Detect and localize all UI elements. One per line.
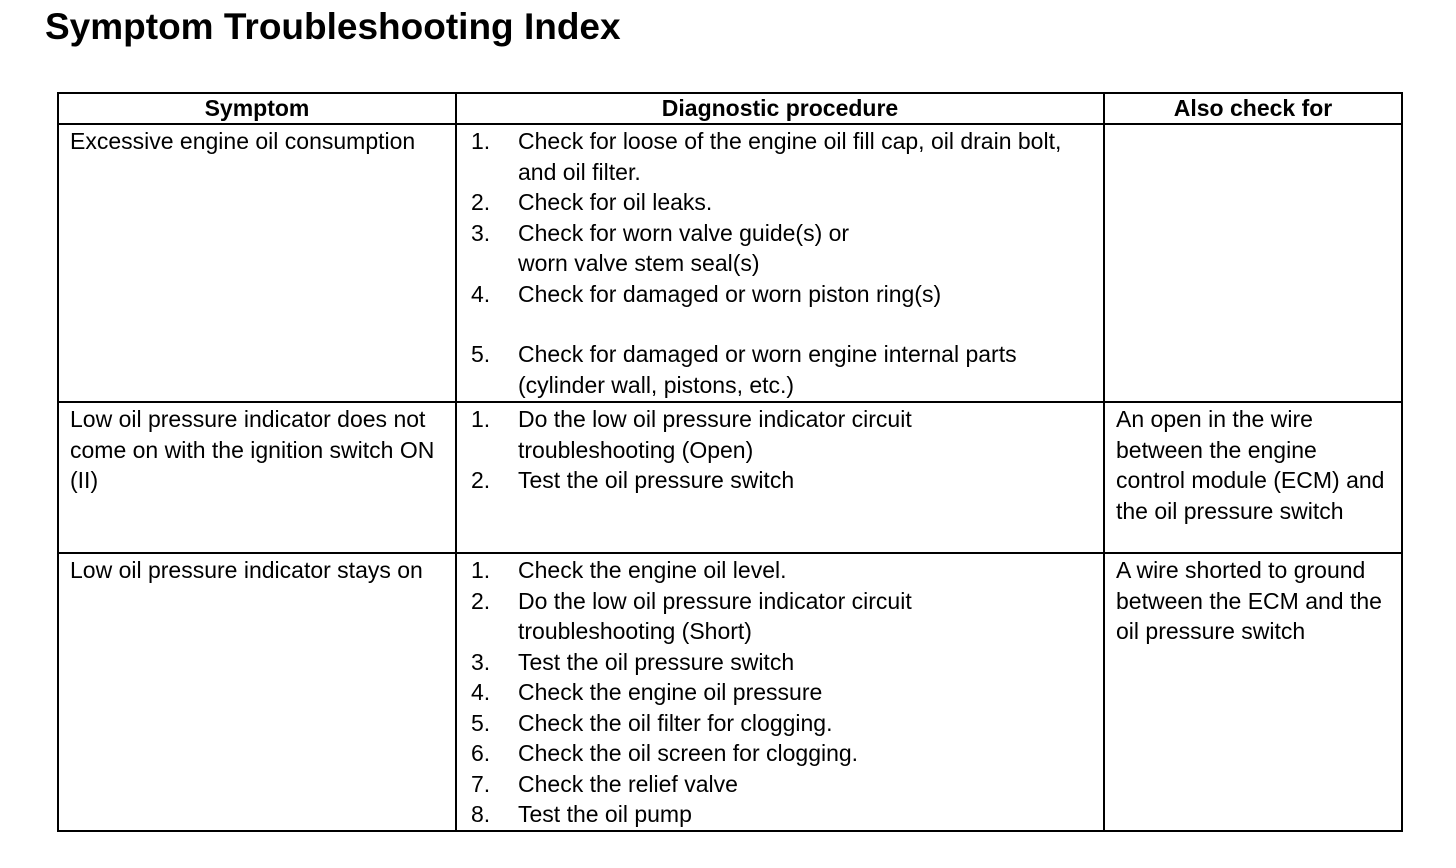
header-row	[58, 93, 1402, 124]
page-title: Symptom Troubleshooting Index	[45, 6, 621, 47]
step-text: Check the oil screen for clogging.	[518, 740, 859, 766]
procedure-step	[471, 799, 1095, 830]
step-text: Test the oil pump	[518, 801, 692, 827]
procedure-step	[471, 586, 1095, 647]
procedure-cell	[456, 124, 1104, 402]
step-number: 3.	[471, 648, 491, 675]
symptom-cell: Excessive engine oil consumption	[58, 124, 456, 402]
symptom-cell: Low oil pressure indicator does not come on with the ignition switch ON (II)	[58, 402, 456, 553]
step-number: 5.	[471, 341, 491, 367]
step-text: Test the oil pressure switch	[518, 648, 795, 675]
procedure-step	[471, 187, 1095, 218]
step-number: 1.	[471, 128, 491, 154]
step-number: 1.	[471, 406, 491, 432]
procedure-steps	[471, 404, 1095, 496]
step-text: Do the low oil pressure indicator circuit troubleshooting (Open)	[518, 406, 912, 463]
step-number: 4.	[471, 280, 491, 307]
step-text: Check for damaged or worn engine internal parts (cylinder wall, pistons, etc.)	[518, 341, 1017, 398]
procedure-step	[471, 339, 1095, 400]
procedure-step	[471, 708, 1095, 739]
procedure-step	[471, 677, 1095, 708]
also-check-cell: An open in the wire between the engine control module (ECM) and the oil pressure switch	[1104, 402, 1402, 553]
procedure-steps	[471, 126, 1095, 400]
header-diagnostic-procedure: Diagnostic procedure	[456, 93, 1104, 124]
step-text: Check the oil filter for clogging.	[518, 709, 833, 736]
procedure-step	[471, 404, 1095, 465]
troubleshooting-table	[57, 92, 1403, 832]
table-row	[58, 124, 1402, 402]
step-text: Check for oil leaks.	[518, 189, 713, 215]
step-number: 5.	[471, 709, 491, 736]
step-text: Check for loose of the engine oil fill cap, oil drain bolt, and oil filter.	[518, 128, 1062, 185]
step-number: 4.	[471, 679, 491, 705]
header-also-check-for: Also check for	[1104, 93, 1402, 124]
step-text: Check the engine oil level.	[518, 557, 787, 583]
procedure-step	[471, 738, 1095, 769]
procedure-cell	[456, 402, 1104, 553]
step-number: 3.	[471, 219, 491, 246]
header-symptom: Symptom	[58, 93, 456, 124]
table-row	[58, 553, 1402, 831]
step-number: 6.	[471, 740, 491, 766]
procedure-step	[471, 465, 1095, 496]
step-text: Test the oil pressure switch	[518, 467, 795, 493]
step-text: Check the engine oil pressure	[518, 679, 823, 705]
procedure-step	[471, 647, 1095, 678]
also-check-cell: A wire shorted to ground between the ECM and the oil pressure switch	[1104, 553, 1402, 831]
procedure-step	[471, 218, 1095, 279]
step-text: Check the relief valve	[518, 770, 738, 797]
procedure-step	[471, 769, 1095, 800]
symptom-cell: Low oil pressure indicator stays on	[58, 553, 456, 831]
procedure-step	[471, 279, 1095, 310]
step-number: 7.	[471, 770, 491, 797]
step-number: 1.	[471, 557, 491, 583]
step-number: 8.	[471, 801, 491, 827]
procedure-cell	[456, 553, 1104, 831]
table-row	[58, 402, 1402, 553]
step-number: 2.	[471, 467, 491, 493]
step-text: Check for worn valve guide(s) or worn valve stem seal(s)	[518, 219, 850, 276]
step-text: Do the low oil pressure indicator circuit troubleshooting (Short)	[518, 587, 912, 644]
step-number: 2.	[471, 587, 491, 614]
procedure-step	[471, 555, 1095, 586]
procedure-step	[471, 126, 1095, 187]
procedure-steps	[471, 555, 1095, 830]
step-number: 2.	[471, 189, 491, 215]
also-check-cell	[1104, 124, 1402, 402]
step-text: Check for damaged or worn piston ring(s)	[518, 280, 942, 307]
